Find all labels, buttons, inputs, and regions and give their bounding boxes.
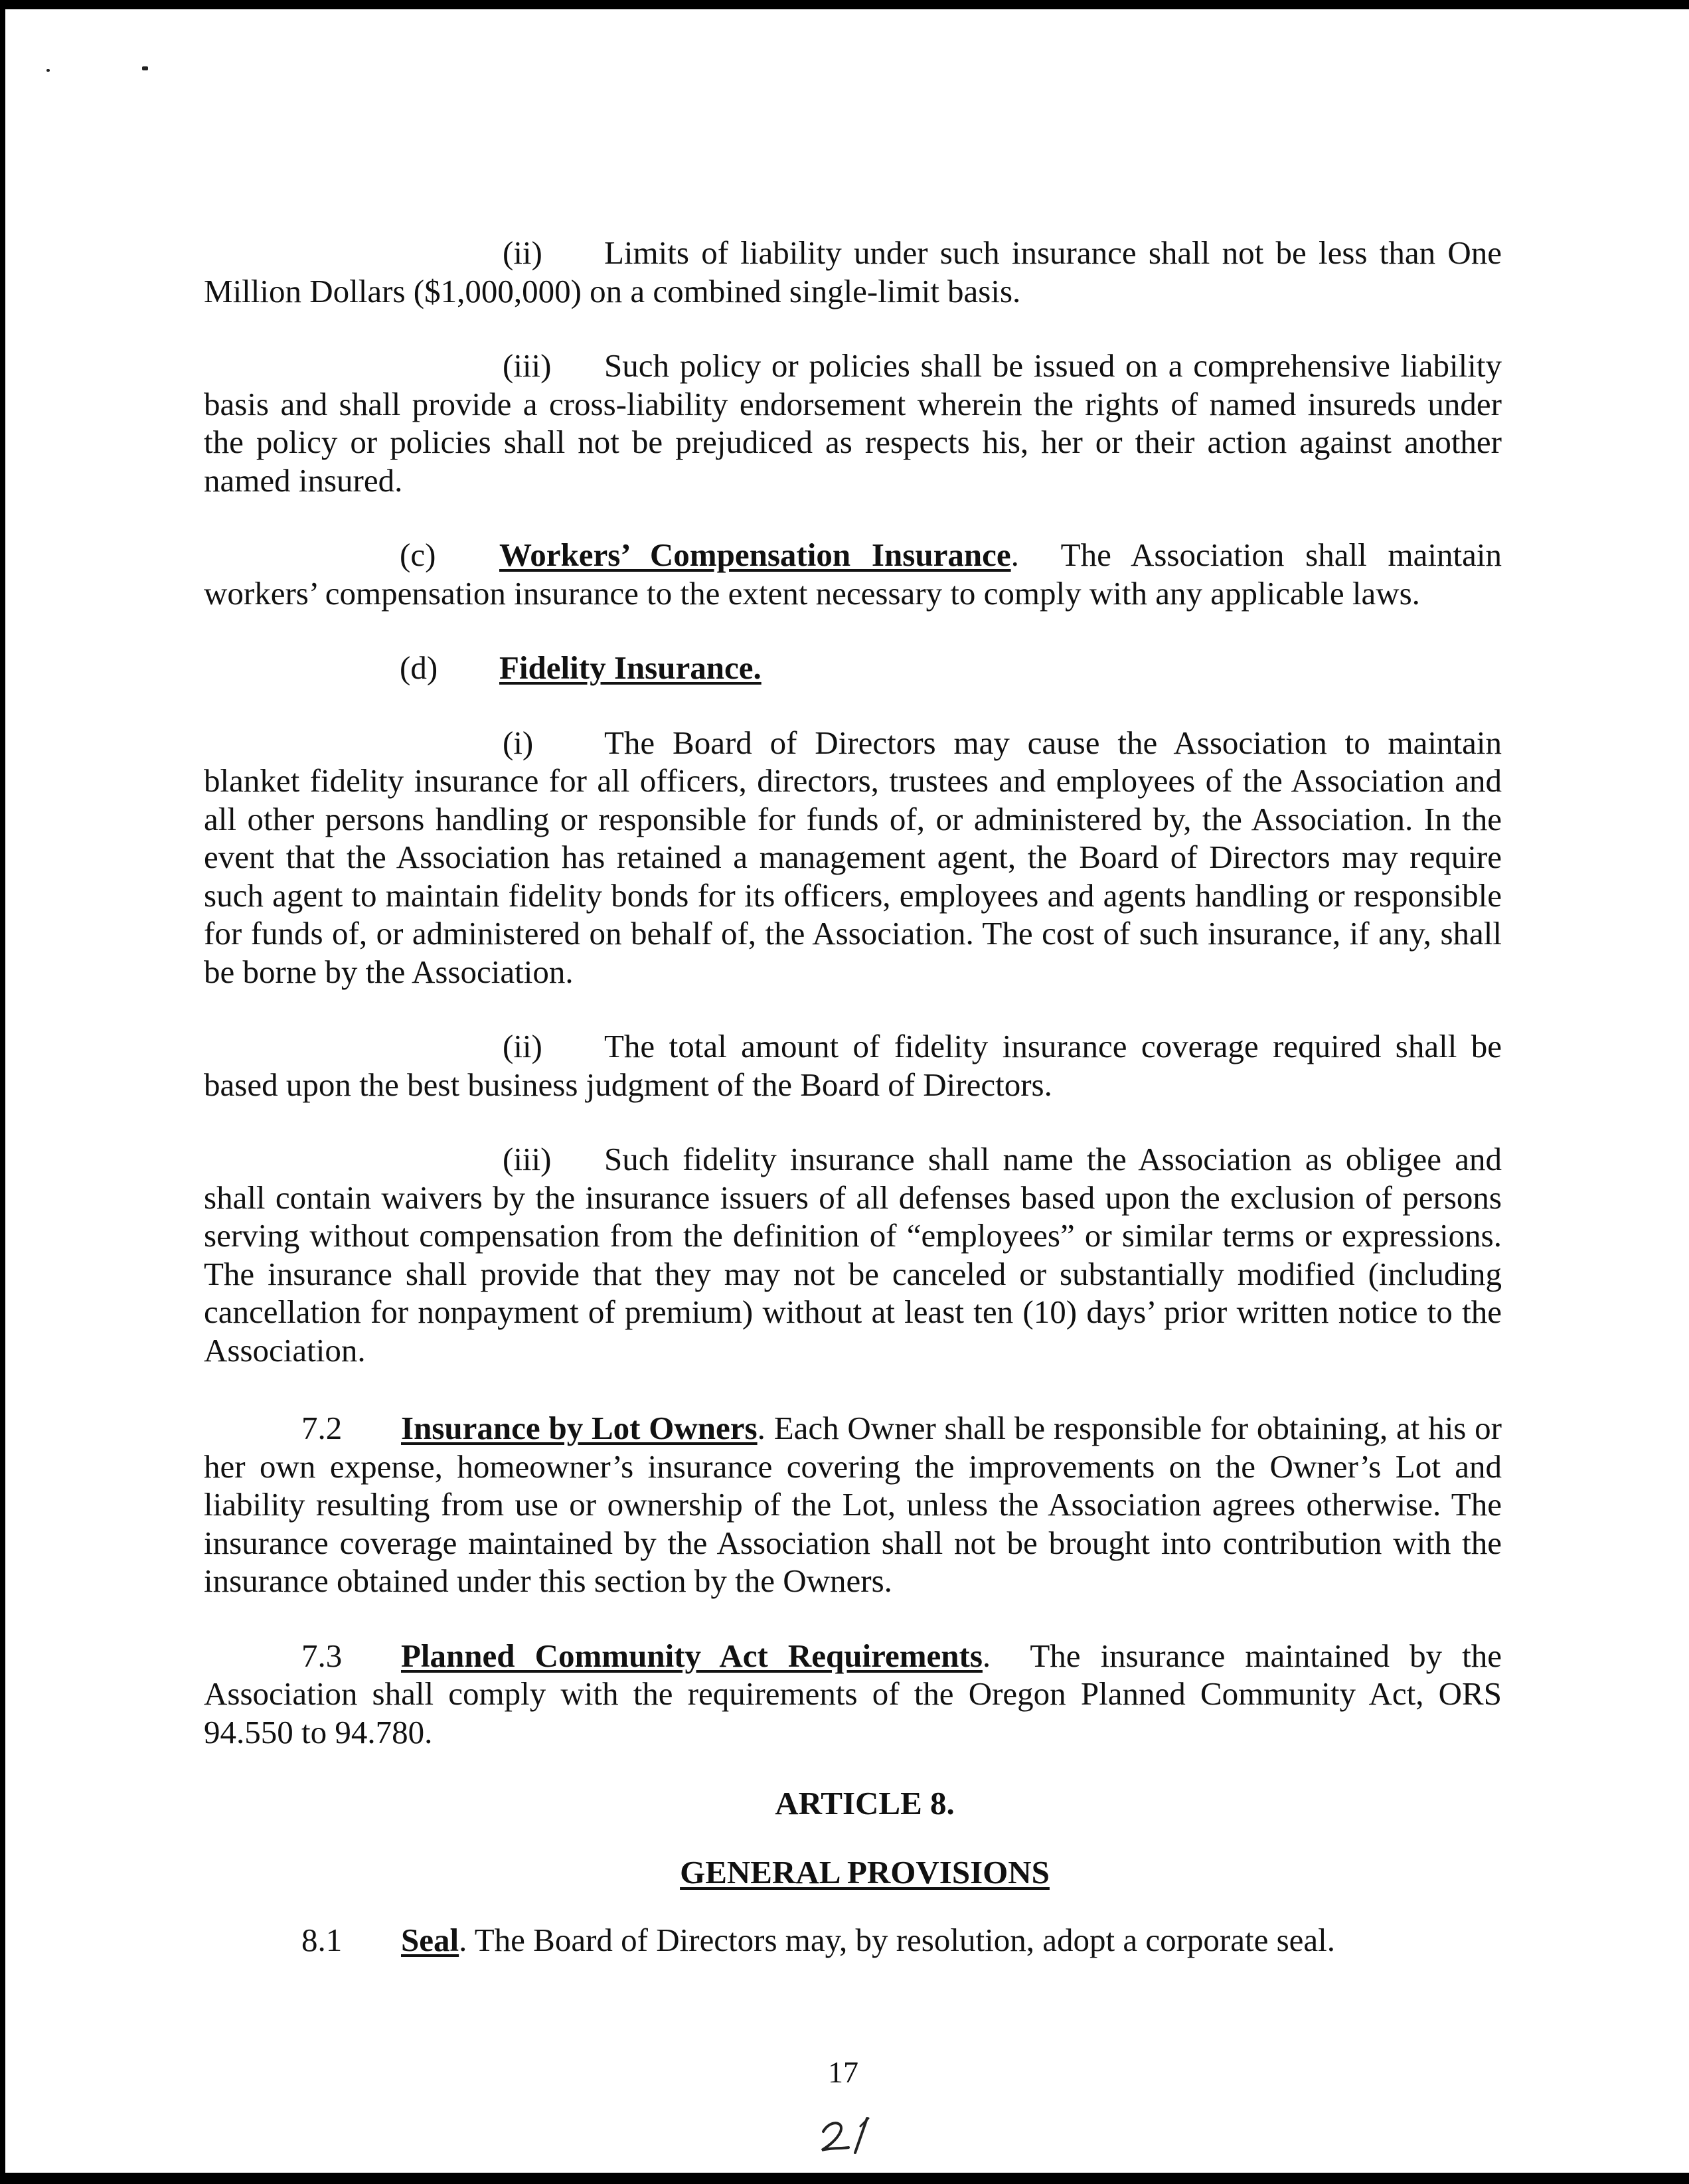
heading-punctuation: . [757,1410,765,1446]
section-7-3 [204,1637,1502,1752]
paragraph-text: The insurance maintained by the Association shall comply with the requirements of the Oregon Planned Community Act, ORS 94.550 to 94.780. [204,1637,1502,1750]
paragraph-label: (iii) [503,347,552,384]
section-heading: Workers’ Compensation Insurance [499,537,1011,573]
paragraph-text: The Association shall maintain workers’ compensation insurance to the extent necessary to comply with any applicable laws. [204,537,1502,612]
article-title: ARTICLE 8. [775,1785,955,1821]
heading-punctuation: . [459,1922,467,1958]
paragraph-d-i [204,724,1502,991]
heading-punctuation: . [982,1637,991,1674]
section-8-1 [204,1921,1502,1960]
scan-edge-top [0,0,1689,9]
paragraph-label: (d) [400,649,438,686]
paragraph-label: (iii) [503,1141,552,1177]
paragraph-text: Such fidelity insurance shall name the Association as obligee and shall contain waivers by the insurance issuers of all defenses based upon the exclusion of persons serving without compensation from the definition of “employees” or similar terms or expressions. The insurance shall provide that they may not be canceled or substantially modified (including cancellation for nonpayment of premium) without at least ten (10) days’ prior written notice to the Association. [204,1141,1502,1369]
scan-speck [142,66,148,70]
paragraph-text: The total amount of fidelity insurance coverage required shall be based upon the best business judgment of the Board of Directors. [204,1028,1502,1103]
paragraph-label: (i) [503,724,534,761]
section-heading: Seal [401,1922,459,1958]
heading-punctuation: . [1010,537,1019,573]
handwritten-page-number [818,2112,891,2158]
scan-speck [46,69,50,72]
paragraph-d [204,649,1502,687]
paragraph-text: The Board of Directors may, by resolution, adopt a corporate seal. [474,1922,1336,1958]
paragraph-label: (ii) [503,234,542,271]
section-number: 8.1 [301,1922,343,1958]
paragraph-text: Limits of liability under such insurance shall not be less than One Million Dollars ($1,000,000) on a combined single-limit basis. [204,234,1502,309]
section-heading: Insurance by Lot Owners [401,1410,758,1446]
scan-edge-bottom [0,2173,1689,2184]
section-number: 7.2 [301,1410,343,1446]
paragraph-text: Such policy or policies shall be issued on a comprehensive liability basis and shall provide a cross-liability endorsement wherein the rights of named insureds under the policy or policies shall not be prejudiced as respects his, her or their action against another named insured. [204,347,1502,499]
scan-edge-left [0,0,5,2184]
paragraph-label: (c) [400,537,436,573]
section-heading: Planned Community Act Requirements [401,1637,983,1674]
paragraph-d-ii [204,1027,1502,1104]
paragraph-b-iii [204,347,1502,499]
paragraph-d-iii [204,1140,1502,1369]
section-number: 7.3 [301,1637,343,1674]
paragraph-b-ii [204,234,1502,310]
paragraph-label: (ii) [503,1028,542,1064]
paragraph-text: The Board of Directors may cause the Association to maintain blanket fidelity insurance for all officers, directors, trustees and employees of the Association and all other persons handling or responsible for funds of, or administered by, the Association. In the event that the Association has retained a management agent, the Board of Directors may require such agent to maintain fidelity bonds for its officers, employees and agents handling or responsible for funds of, or administered on behalf of, the Association. The cost of such insurance, if any, shall be borne by the Association. [204,724,1502,990]
paragraph-text: Each Owner shall be responsible for obtaining, at his or her own expense, homeowner’s insurance covering the improvements on the Owner’s Lot and liability resulting from use or ownership of the Lot, unless the Association agrees otherwise. The insurance coverage maintained by the Association shall not be brought into contribution with the insurance obtained under this section by the Owners. [204,1410,1502,1599]
article-subtitle: GENERAL PROVISIONS [680,1853,1050,1890]
section-heading: Fidelity Insurance. [499,649,762,686]
paragraph-c [204,536,1502,612]
section-7-2 [204,1409,1502,1600]
page-number: 17 [828,2055,858,2089]
document-page [204,234,1502,1960]
